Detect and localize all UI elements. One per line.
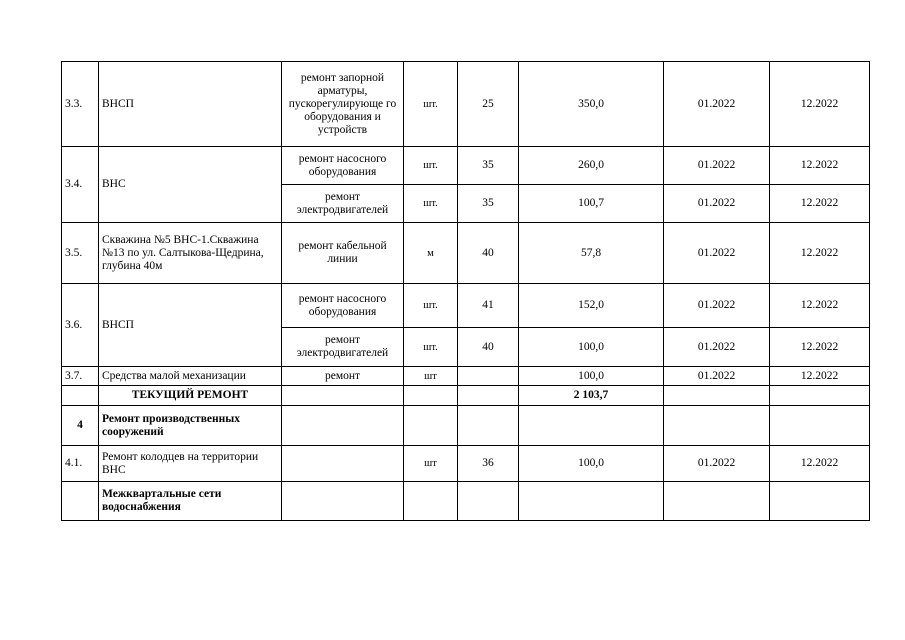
work-type: ремонт насосного оборудования (282, 147, 404, 185)
row-number: 4.1. (62, 446, 99, 482)
work-type: ремонт электродвигателей (282, 328, 404, 367)
empty-cell (282, 406, 404, 446)
work-type: ремонт запорной арматуры, пускорегулирующе го оборудования и устройств (282, 62, 404, 147)
row-number: 3.5. (62, 223, 99, 284)
start-date: 01.2022 (664, 446, 770, 482)
empty-cell (62, 482, 99, 521)
unit: шт. (404, 62, 458, 147)
start-date: 01.2022 (664, 284, 770, 328)
start-date: 01.2022 (664, 328, 770, 367)
empty-cell (664, 482, 770, 521)
table-row (62, 62, 870, 147)
cost: 100,0 (519, 328, 664, 367)
cost: 100,0 (519, 446, 664, 482)
work-type: ремонт (282, 367, 404, 386)
unit: шт. (404, 185, 458, 223)
object-name: Средства малой механизации (99, 367, 282, 386)
row-number: 3.7. (62, 367, 99, 386)
table-row (62, 446, 870, 482)
quantity: 35 (458, 147, 519, 185)
quantity: 35 (458, 185, 519, 223)
end-date: 12.2022 (770, 185, 870, 223)
empty-cell (664, 386, 770, 406)
object-name: ВНСП (99, 284, 282, 367)
quantity: 25 (458, 62, 519, 147)
table-row (62, 284, 870, 328)
table-row (62, 367, 870, 386)
row-number: 3.4. (62, 147, 99, 223)
total-label: ТЕКУЩИЙ РЕМОНТ (99, 386, 282, 406)
object-name: ВНС (99, 147, 282, 223)
end-date: 12.2022 (770, 328, 870, 367)
cost: 260,0 (519, 147, 664, 185)
start-date: 01.2022 (664, 223, 770, 284)
total-cost: 2 103,7 (519, 386, 664, 406)
start-date: 01.2022 (664, 62, 770, 147)
start-date: 01.2022 (664, 185, 770, 223)
cost: 100,7 (519, 185, 664, 223)
unit: шт. (404, 284, 458, 328)
quantity: 36 (458, 446, 519, 482)
empty-cell (404, 386, 458, 406)
object-name: Ремонт колодцев на территории ВНС (99, 446, 282, 482)
end-date: 12.2022 (770, 62, 870, 147)
empty-cell (404, 482, 458, 521)
cost: 350,0 (519, 62, 664, 147)
empty-cell (458, 406, 519, 446)
work-type: ремонт электродвигателей (282, 185, 404, 223)
empty-cell (404, 406, 458, 446)
end-date: 12.2022 (770, 223, 870, 284)
cost: 57,8 (519, 223, 664, 284)
unit: шт. (404, 328, 458, 367)
empty-cell (282, 482, 404, 521)
section-title: Межквартальные сети водоснабжения (99, 482, 282, 521)
row-number: 3.6. (62, 284, 99, 367)
quantity: 40 (458, 223, 519, 284)
table-row (62, 223, 870, 284)
empty-cell (282, 386, 404, 406)
empty-cell (664, 406, 770, 446)
end-date: 12.2022 (770, 367, 870, 386)
section-number: 4 (62, 406, 99, 446)
work-type: ремонт насосного оборудования (282, 284, 404, 328)
total-row (62, 386, 870, 406)
section-row (62, 482, 870, 521)
object-name: ВНСП (99, 62, 282, 147)
empty-cell (770, 482, 870, 521)
empty-cell (519, 406, 664, 446)
empty-cell (62, 386, 99, 406)
cost: 152,0 (519, 284, 664, 328)
quantity: 41 (458, 284, 519, 328)
work-type (282, 446, 404, 482)
start-date: 01.2022 (664, 367, 770, 386)
quantity (458, 367, 519, 386)
end-date: 12.2022 (770, 446, 870, 482)
empty-cell (458, 482, 519, 521)
cost: 100,0 (519, 367, 664, 386)
unit: шт (404, 367, 458, 386)
work-type: ремонт кабельной линии (282, 223, 404, 284)
row-number: 3.3. (62, 62, 99, 147)
empty-cell (770, 406, 870, 446)
quantity: 40 (458, 328, 519, 367)
section-title: Ремонт производственных сооружений (99, 406, 282, 446)
empty-cell (519, 482, 664, 521)
end-date: 12.2022 (770, 147, 870, 185)
unit: м (404, 223, 458, 284)
end-date: 12.2022 (770, 284, 870, 328)
repair-schedule-table (61, 61, 870, 521)
empty-cell (770, 386, 870, 406)
section-row (62, 406, 870, 446)
table-row (62, 147, 870, 185)
unit: шт (404, 446, 458, 482)
start-date: 01.2022 (664, 147, 770, 185)
object-name: Скважина №5 ВНС-1.Скважина №13 по ул. Салтыкова-Щедрина, глубина 40м (99, 223, 282, 284)
empty-cell (458, 386, 519, 406)
unit: шт. (404, 147, 458, 185)
